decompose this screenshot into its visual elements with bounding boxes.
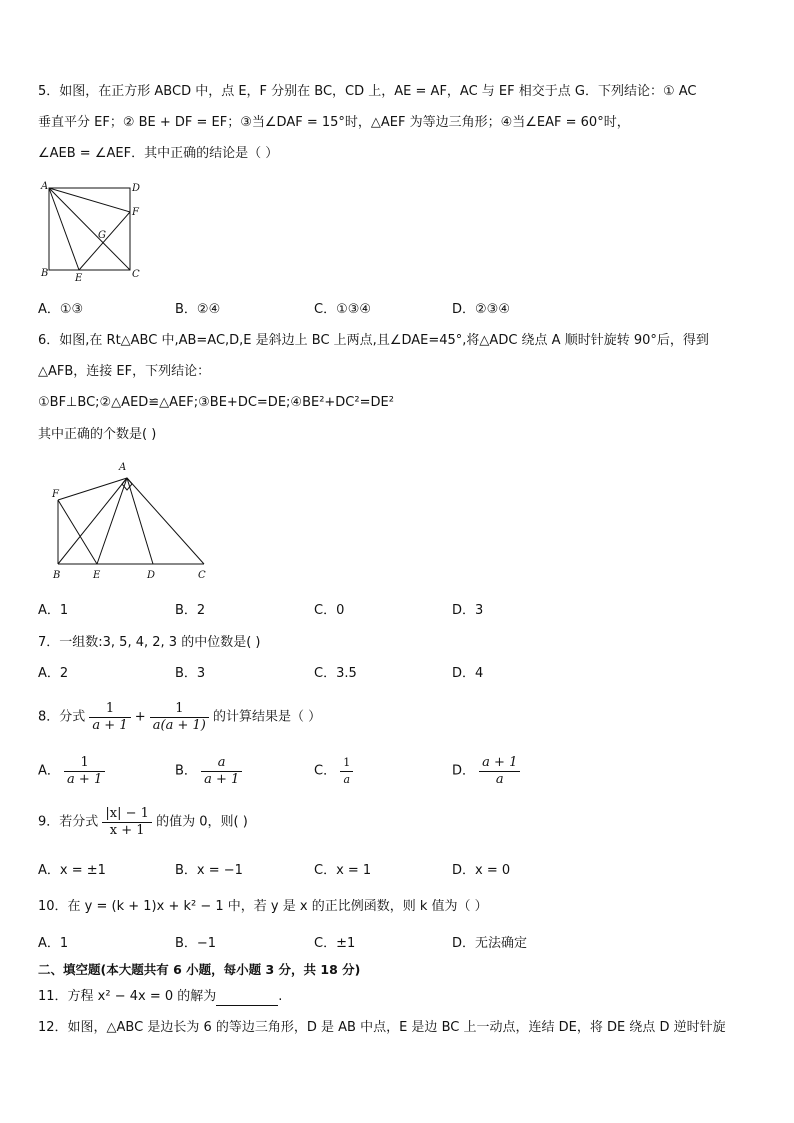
q6-text-line1: 6．如图,在 Rt△ABC 中,AB=AC,D,E 是斜边上 BC 上两点,且∠DAE=45°,将△ADC 绕点 A 顺时针旋转 90°后，得到 xyxy=(38,333,709,348)
q5-option-c: C．①③④ xyxy=(314,302,372,317)
section-heading-fill-in: 二、填空题(本大题共有 6 小题，每小题 3 分，共 18 分) xyxy=(38,962,361,977)
q9-suffix: 的值为 0，则( ) xyxy=(156,814,248,830)
q5-option-a: A．①③ xyxy=(38,302,84,317)
q10-text: 10．在 y = (k + 1)x + k² − 1 中，若 y 是 x 的正比例函数，则 k 值为（ ） xyxy=(38,899,488,914)
q8-option-b: B． $\frac{a}{a + 1}$ xyxy=(175,755,242,788)
q5-label-d: D xyxy=(132,183,141,194)
q6-triangle-figure xyxy=(45,456,215,584)
q5-option-b: B．②④ xyxy=(175,302,221,317)
q5-text-line1: 5．如图，在正方形 ABCD 中，点 E，F 分别在 BC，CD 上，AE = AF，AC 与 EF 相交于点 G．下列结论：① AC xyxy=(38,84,697,99)
q12-text-line1: 12．如图，△ABC 是边长为 6 的等边三角形，D 是 AB 中点，E 是边 BC 上一动点，连结 DE，将 DE 绕点 D 逆时针旋 xyxy=(38,1020,726,1035)
q5-label-e: E xyxy=(75,273,83,282)
q7-option-b: B．3 xyxy=(175,666,206,681)
q6-label-d: D xyxy=(147,570,156,581)
q11-suffix: . xyxy=(278,989,283,1004)
q5-label-b: B xyxy=(41,268,49,279)
q10-option-d: D．无法确定 xyxy=(452,936,528,951)
q6-label-e: E xyxy=(93,570,101,581)
q9-fraction: $\frac{|x| - 1}{x + 1}$ xyxy=(102,806,152,839)
q8-fraction-2: $\frac{1}{a(a + 1)}$ xyxy=(150,701,209,734)
q8-option-a: A． $\frac{1}{a + 1}$ xyxy=(38,755,105,788)
q9-text xyxy=(38,806,248,839)
q5-square-figure xyxy=(38,180,148,282)
q10-option-b: B．−1 xyxy=(175,936,217,951)
q6-option-d: D．3 xyxy=(452,603,484,618)
q8-text xyxy=(38,701,321,734)
q7-option-c: C．3.5 xyxy=(314,666,357,681)
q8-option-d: D． $\frac{a + 1}{a}$ xyxy=(452,755,520,788)
q6-option-b: B．2 xyxy=(175,603,206,618)
q6-text-line3: ①BF⊥BC;②△AED≌△AEF;③BE+DC=DE;④BE²+DC²=DE² xyxy=(38,395,394,410)
q7-option-d: D．4 xyxy=(452,666,484,681)
q9-option-a: A．x = ±1 xyxy=(38,863,106,878)
q8-fraction-1: $\frac{1}{a + 1}$ xyxy=(89,701,130,734)
q5-label-g: G xyxy=(98,230,106,241)
q11-answer-blank xyxy=(216,991,278,1006)
q6-label-f: F xyxy=(52,489,59,500)
q11-text xyxy=(38,988,282,1006)
q5-label-c: C xyxy=(132,269,140,280)
q9-option-b: B．x = −1 xyxy=(175,863,243,878)
q6-label-b: B xyxy=(53,570,61,581)
q5-option-d: D．②③④ xyxy=(452,302,510,317)
q7-text: 7．一组数:3, 5, 4, 2, 3 的中位数是( ) xyxy=(38,635,261,650)
q10-option-a: A．1 xyxy=(38,936,69,951)
q10-option-c: C．±1 xyxy=(314,936,356,951)
q5-label-a: A xyxy=(41,181,49,192)
q6-text-line2: △AFB，连接 EF，下列结论： xyxy=(38,364,211,379)
q5-text-line2: 垂直平分 EF；② BE + DF = EF；③当∠DAF = 15°时，△AEF 为等边三角形；④当∠EAF = 60°时， xyxy=(38,115,630,130)
q5-text-line3: ∠AEB = ∠AEF．其中正确的结论是（ ） xyxy=(38,146,279,161)
q6-option-a: A．1 xyxy=(38,603,69,618)
q8-plus: + xyxy=(134,709,146,725)
q9-prefix: 9．若分式 xyxy=(38,814,99,830)
q9-option-c: C．x = 1 xyxy=(314,863,372,878)
q11-prefix: 11．方程 x² − 4x = 0 的解为 xyxy=(38,989,217,1004)
q5-label-f: F xyxy=(132,207,139,218)
q6-text-line4: 其中正确的个数是( ) xyxy=(38,427,157,442)
q8-option-c: C． $\frac{1}{a}$ xyxy=(314,755,353,788)
q9-option-d: D．x = 0 xyxy=(452,863,511,878)
q7-option-a: A．2 xyxy=(38,666,69,681)
q8-suffix: 的计算结果是（ ） xyxy=(213,709,322,725)
q6-label-a: A xyxy=(119,462,127,473)
q6-option-c: C．0 xyxy=(314,603,345,618)
q8-prefix: 8．分式 xyxy=(38,709,86,725)
q6-label-c: C xyxy=(198,570,206,581)
